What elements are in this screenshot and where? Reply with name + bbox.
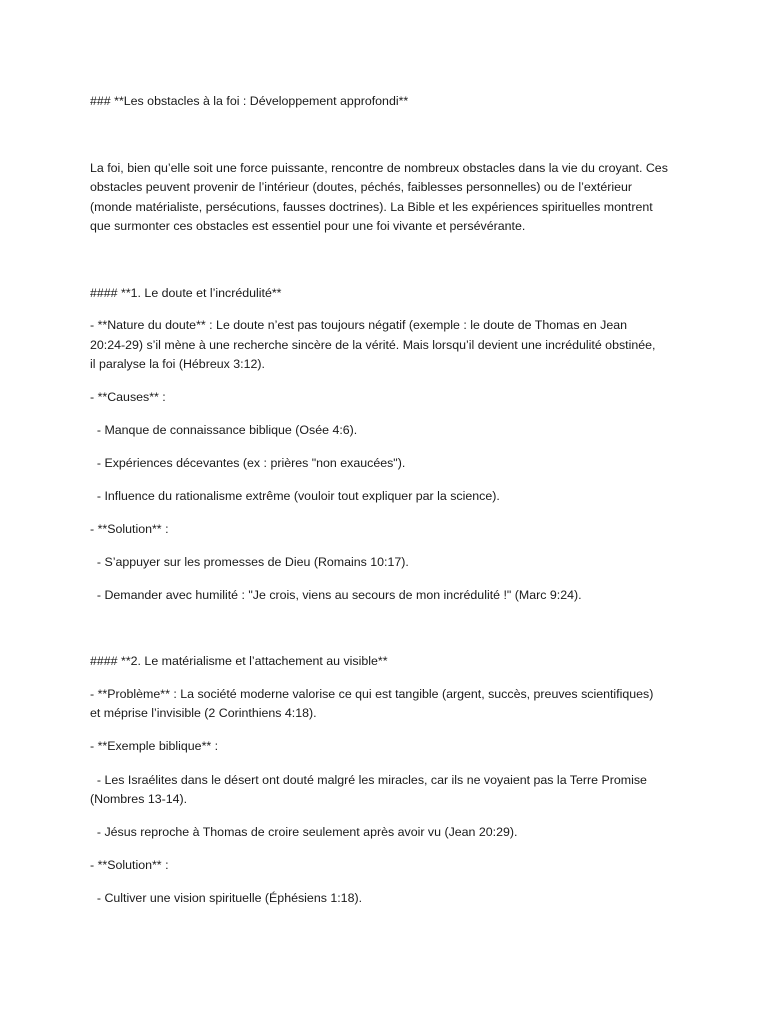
intro-line: que surmonter ces obstacles est essentiel pour une foi vivante et persévérante.: [90, 219, 526, 233]
cause-item: - Influence du rationalisme extrême (vouloir tout expliquer par la science).: [90, 489, 500, 503]
example-item: (Nombres 13-14).: [90, 792, 188, 806]
intro-line: obstacles peuvent provenir de l’intérieur (doutes, péchés, faiblesses personnelles) ou de l’extérieur: [90, 180, 633, 194]
section1-heading: #### **1. Le doute et l’incrédulité**: [90, 286, 282, 300]
nature-line: - **Nature du doute** : Le doute n’est pas toujours négatif (exemple : le doute de Thomas en Jean: [90, 318, 628, 332]
solution-label: - **Solution** :: [90, 522, 169, 536]
example-label: - **Exemple biblique** :: [90, 739, 219, 753]
solution-item: - Cultiver une vision spirituelle (Éphésiens 1:18).: [90, 891, 363, 905]
problem-line: - **Problème** : La société moderne valorise ce qui est tangible (argent, succès, preuves scientifiques): [90, 687, 654, 701]
example-item: - Jésus reproche à Thomas de croire seulement après avoir vu (Jean 20:29).: [90, 825, 518, 839]
document-title: ### **Les obstacles à la foi : Développement approfondi**: [90, 94, 409, 108]
solution-label: - **Solution** :: [90, 858, 169, 872]
causes-label: - **Causes** :: [90, 390, 166, 404]
cause-item: - Manque de connaissance biblique (Osée 4:6).: [90, 423, 358, 437]
nature-line: 20:24-29) s’il mène à une recherche sincère de la vérité. Mais lorsqu’il devient une incrédulité obstinée,: [90, 338, 656, 352]
example-item: - Les Israélites dans le désert ont douté malgré les miracles, car ils ne voyaient pas la Terre Promise: [90, 773, 647, 787]
section2-heading: #### **2. Le matérialisme et l’attachement au visible**: [90, 654, 388, 668]
solution-item: - Demander avec humilité : "Je crois, viens au secours de mon incrédulité !" (Marc 9:24).: [90, 588, 582, 602]
intro-line: La foi, bien qu’elle soit une force puissante, rencontre de nombreux obstacles dans la vie du croyant. Ces: [90, 161, 668, 175]
nature-line: il paralyse la foi (Hébreux 3:12).: [90, 357, 265, 371]
problem-line: et méprise l’invisible (2 Corinthiens 4:18).: [90, 706, 317, 720]
solution-item: - S’appuyer sur les promesses de Dieu (Romains 10:17).: [90, 555, 409, 569]
cause-item: - Expériences décevantes (ex : prières "non exaucées").: [90, 456, 406, 470]
intro-line: (monde matérialiste, persécutions, fausses doctrines). La Bible et les expériences spirituelles montrent: [90, 200, 653, 214]
